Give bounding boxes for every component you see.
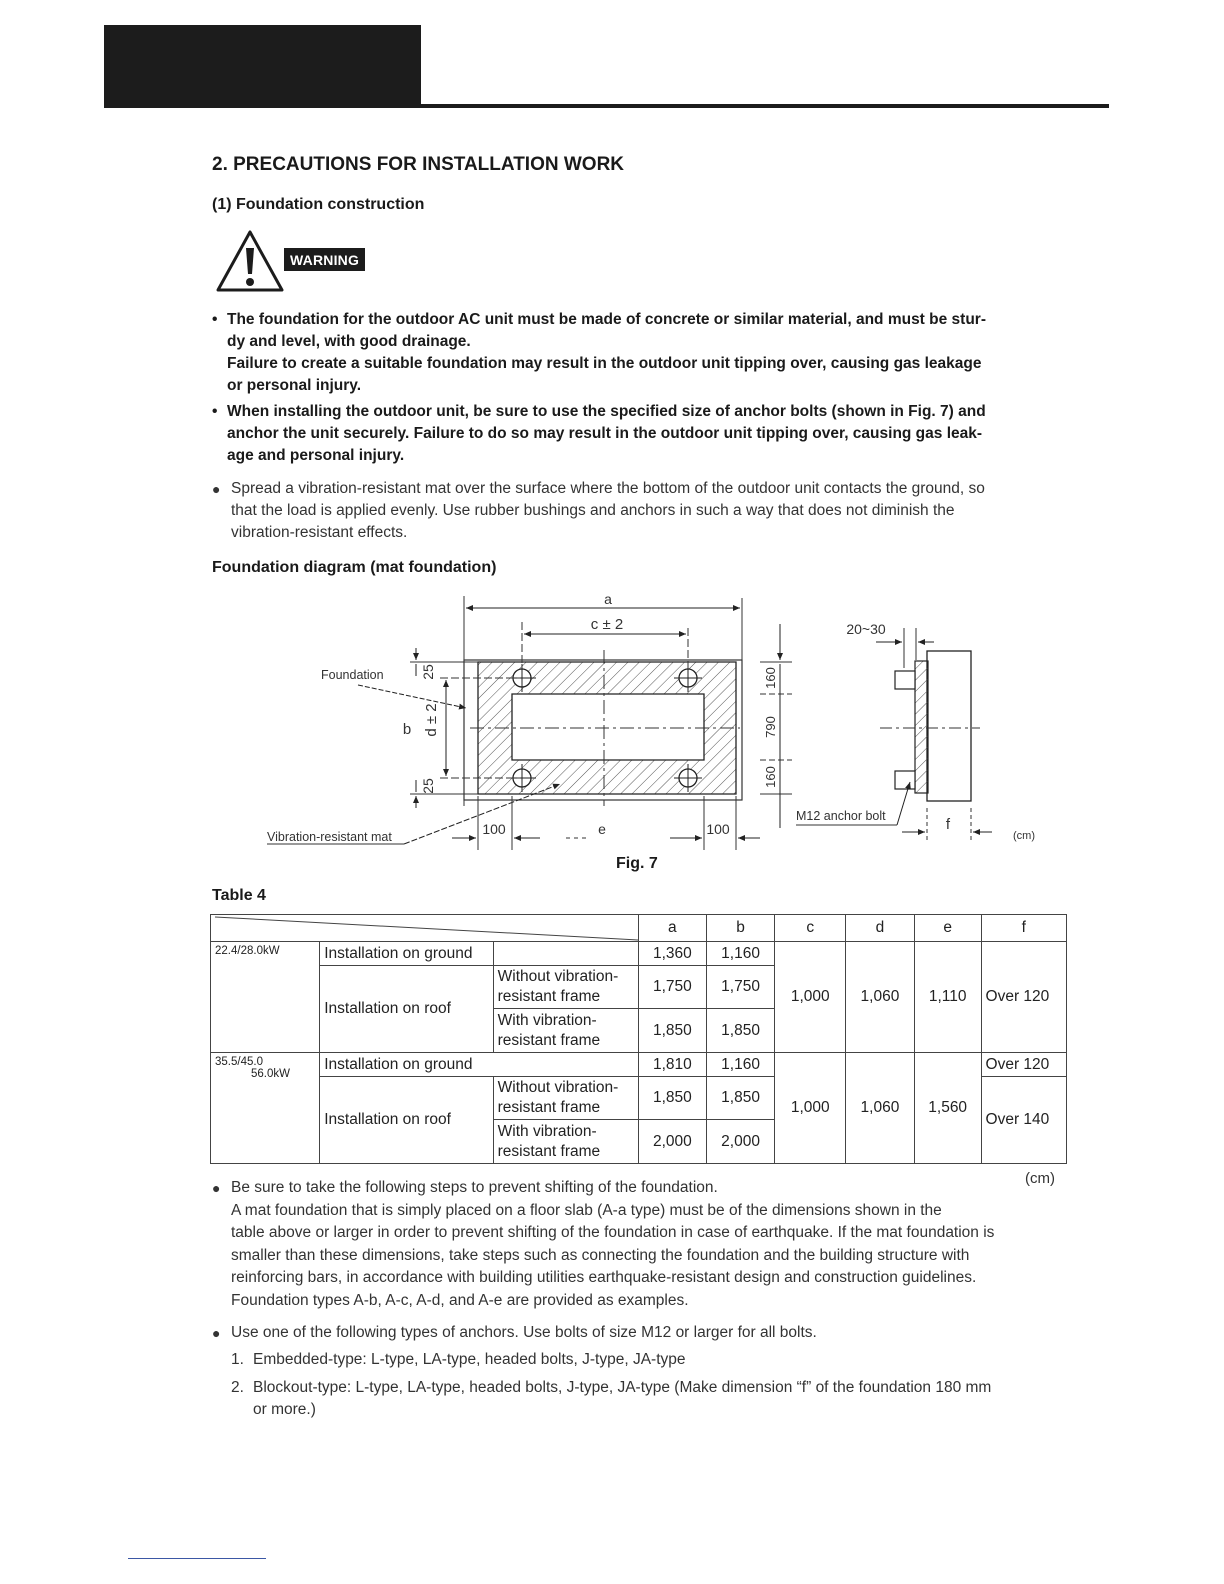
cell-f: Over 120 [981, 1053, 1066, 1077]
shift-note-line: table above or larger in order to prevent shifting of the foundation in case of earthquake. If the mat foundation is [231, 1224, 995, 1242]
anchor-bolt-label: M12 anchor bolt [796, 809, 886, 823]
frame-cell [493, 1077, 638, 1120]
subsection-title: (1) Foundation construction [212, 196, 425, 213]
mat-note-line: that the load is applied evenly. Use rubber bushings and anchors in such a way that does not diminish the [231, 502, 955, 519]
shift-note-line: reinforcing bars, in accordance with building utilities earthquake-resistant design and construction guidelines. [231, 1269, 977, 1287]
cell-a: 2,000 [639, 1120, 707, 1164]
warning-list [212, 309, 1062, 467]
anchor-type-line: Embedded-type: L-type, LA-type, headed bolts, J-type, JA-type [253, 1351, 686, 1369]
header-e: e [914, 915, 981, 942]
cell-c: 1,000 [775, 942, 846, 1053]
shift-note-line: Foundation types A-b, A-c, A-d, and A-e are provided as examples. [231, 1291, 689, 1309]
cell-a: 1,810 [639, 1053, 707, 1077]
frame-cell [493, 966, 638, 1009]
foundation-diagram [0, 580, 1224, 850]
table-unit: (cm) [1025, 1170, 1055, 1187]
shift-note-line: smaller than these dimensions, take steps such as connecting the foundation and the building structure with [231, 1246, 970, 1264]
anchor-type-item [212, 1377, 1068, 1422]
foundation-label: Foundation [321, 668, 384, 682]
warning-line: Failure to create a suitable foundation may result in the outdoor unit tipping over, causing gas leakage [227, 355, 982, 372]
warning-line: or personal injury. [227, 377, 362, 394]
cell-d: 1,060 [846, 942, 915, 1053]
installation-cell: Installation on ground [320, 1053, 639, 1077]
dim-c-label: c ± 2 [590, 616, 624, 633]
header-b: b [706, 915, 775, 942]
cell-a: 1,750 [639, 966, 707, 1009]
side-view [796, 621, 1035, 842]
table-title: Table 4 [212, 887, 266, 904]
header-a: a [639, 915, 707, 942]
dim-b-label: b [402, 721, 412, 738]
lower-notes [212, 1177, 1068, 1422]
bolt-bottom [895, 771, 915, 789]
diagram-title: Foundation diagram (mat foundation) [212, 559, 497, 576]
cell-b: 1,850 [706, 1009, 775, 1053]
frame-line: resistant frame [497, 988, 601, 1005]
anchor-type-item [212, 1349, 1068, 1372]
anchor-type-line: or more.) [253, 1401, 316, 1419]
cell-f: Over 140 [981, 1077, 1066, 1164]
mat-note-line: Spread a vibration-resistant mat over the surface where the bottom of the outdoor unit contacts the ground, so [231, 480, 985, 497]
frame-cell [493, 1009, 638, 1053]
dimension-table [210, 914, 1067, 1164]
model-cell: 22.4/28.0kW [211, 942, 320, 1053]
warning-line: When installing the outdoor unit, be sure to use the specified size of anchor bolts (shown in Fig. 7) and [227, 403, 986, 420]
dim-a-label: a [604, 591, 612, 607]
mat-note [212, 478, 1062, 544]
dim-160-top: 160 [763, 667, 778, 689]
cell-e: 1,110 [914, 942, 981, 1053]
frame-line: With vibration- [497, 1122, 597, 1140]
header-c: c [775, 915, 846, 942]
cell-b: 1,850 [706, 1077, 775, 1120]
section-title: 2. PRECAUTIONS FOR INSTALLATION WORK [212, 154, 625, 175]
figure-caption: Fig. 7 [616, 855, 658, 872]
shift-note-lead: Be sure to take the following steps to prevent shifting of the foundation. [231, 1179, 718, 1196]
shift-note: ● Be sure to take the following steps to prevent shifting of the foundation. A mat foundation that is simply placed on a floor slab (A-a type) must be of the dimensions shown in the table above or larger in order to prevent shifting of the foundation in case of earthquake. If the mat foundation is smaller than these dimensions, take steps such as connecting the foundation and the building structure with reinforcing bars, in accordance with building utilities earthquake-resistant design and construction guidelines. Foundation types A-b, A-c, A-d, and A-e are provided as examples. [212, 1177, 1068, 1313]
anchor-note: ● Use one of the following types of anchors. Use bolts of size M12 or larger for all bolts. [212, 1322, 1068, 1345]
dim-25-bottom: 25 [420, 778, 436, 794]
dim-100-right: 100 [706, 821, 730, 837]
cell-a: 1,850 [639, 1009, 707, 1053]
header-black-block [104, 25, 421, 108]
warning-line: anchor the unit securely. Failure to do so may result in the outdoor unit tipping over, causing gas leak- [227, 425, 983, 442]
model-line: 35.5/45.0 [215, 1056, 263, 1068]
dim-e-label: e [598, 821, 606, 837]
cell-b: 1,750 [706, 966, 775, 1009]
side-mat [915, 661, 928, 793]
cell-b: 1,160 [706, 1053, 775, 1077]
header-f: f [981, 915, 1066, 942]
frame-cell [493, 942, 638, 966]
frame-line: With vibration- [497, 1011, 597, 1029]
mat-note-line: vibration-resistant effects. [231, 524, 408, 541]
dim-25-top: 25 [420, 664, 436, 680]
frame-line: Without vibration- [497, 1079, 619, 1096]
cell-d: 1,060 [846, 1053, 915, 1164]
footer-link-line [128, 1558, 266, 1559]
table-row [211, 942, 1067, 966]
header-d: d [846, 915, 915, 942]
frame-line: resistant frame [497, 1031, 601, 1049]
warning-line: age and personal injury. [227, 447, 405, 464]
shift-note-line: A mat foundation that is simply placed on a floor slab (A-a type) must be of the dimensions shown in the [231, 1201, 942, 1219]
warning-item: • When installing the outdoor unit, be sure to use the specified size of anchor bolts (shown in Fig. 7) and anchor the unit securely. Failure to do so may result in the outdoor unit tipping over, causing gas leak- age and personal injury. [212, 401, 1062, 467]
installation-cell: Installation on ground [320, 942, 493, 966]
dim-d-label: d ± 2 [423, 703, 440, 737]
header-corner-cell [211, 915, 639, 942]
warning-item: • The foundation for the outdoor AC unit must be made of concrete or similar material, and must be stur- dy and level, with good drainage. Failure to create a suitable foundation may result in the outdoor unit tipping over, causing gas leakage or personal injury. [212, 309, 1062, 397]
model-line: 56.0kW [251, 1068, 290, 1080]
dim-790: 790 [763, 716, 778, 738]
cell-f: Over 120 [981, 942, 1066, 1053]
frame-line: resistant frame [497, 1142, 601, 1160]
cell-b: 2,000 [706, 1120, 775, 1164]
frame-cell [493, 1120, 638, 1164]
item-number: 1. [231, 1351, 244, 1369]
dim-f-label: f [945, 816, 951, 833]
cell-b: 1,160 [706, 942, 775, 966]
anchor-type-line: Blockout-type: L-type, LA-type, headed bolts, J-type, JA-type (Make dimension “f” of the foundation 180 mm [253, 1378, 992, 1396]
frame-line: resistant frame [497, 1099, 601, 1116]
warning-line: dy and level, with good drainage. [227, 333, 471, 350]
frame-line: Without vibration- [497, 968, 619, 985]
cell-e: 1,560 [914, 1053, 981, 1164]
unit-body [927, 651, 971, 801]
mat-note-item: ● Spread a vibration-resistant mat over the surface where the bottom of the outdoor unit contacts the ground, so that the load is applied evenly. Use rubber bushings and anchors in such a way that does not diminish the vibration-resistant effects. [212, 478, 1062, 544]
table-header-row [211, 915, 1067, 942]
model-cell [211, 1053, 320, 1164]
plan-view [267, 591, 792, 850]
warning-line: The foundation for the outdoor AC unit must be made of concrete or similar material, and must be stur- [227, 311, 986, 328]
bolt-top [895, 671, 915, 689]
item-number: 2. [231, 1378, 244, 1396]
table-row [211, 1053, 1067, 1077]
dim-20-30: 20~30 [846, 621, 886, 637]
warning-triangle-icon [214, 229, 286, 298]
cell-a: 1,850 [639, 1077, 707, 1120]
cell-a: 1,360 [639, 942, 707, 966]
installation-cell: Installation on roof [320, 1077, 493, 1164]
installation-cell: Installation on roof [320, 966, 493, 1053]
cell-c: 1,000 [775, 1053, 846, 1164]
dim-160-bottom: 160 [763, 766, 778, 788]
header-rule [104, 104, 1109, 108]
dim-100-left: 100 [482, 821, 506, 837]
figure-unit: (cm) [1013, 830, 1035, 842]
mat-label: Vibration-resistant mat [267, 830, 392, 844]
warning-label: WARNING [284, 248, 365, 271]
anchor-note-lead: Use one of the following types of anchors. Use bolts of size M12 or larger for all bolts. [231, 1323, 817, 1341]
